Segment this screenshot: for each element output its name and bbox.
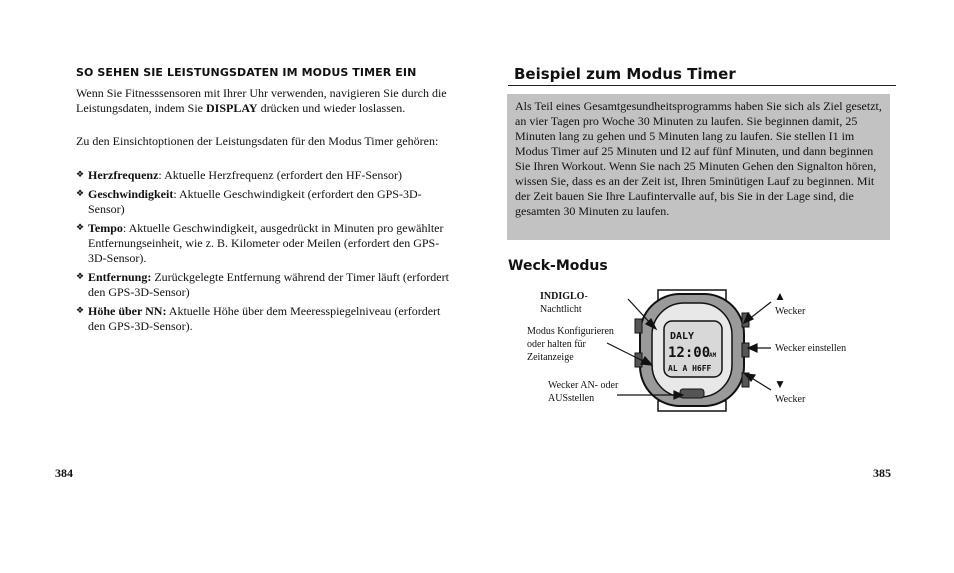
weck-modus-heading: Weck-Modus	[508, 258, 608, 274]
up-arrow-icon: ▲	[774, 289, 786, 303]
list-item-term: Tempo	[88, 221, 123, 235]
list-item-term: Entfernung:	[88, 270, 152, 284]
list-item-term: Höhe über NN:	[88, 304, 167, 318]
bullet-icon: ❖	[76, 271, 85, 281]
bullet-icon: ❖	[76, 222, 85, 232]
list-item-text: : Aktuelle Geschwindigkeit (erfordert den GPS-3D-Sensor)	[88, 187, 422, 216]
right-section-heading: Beispiel zum Modus Timer	[514, 65, 736, 83]
alarm-up-label: Wecker	[775, 306, 806, 317]
callout-line	[607, 343, 647, 363]
bullet-icon: ❖	[76, 169, 85, 179]
display-line-1: DALY	[670, 331, 695, 342]
bullet-icon: ❖	[76, 305, 85, 315]
left-intro-paragraph: Wenn Sie Fitnesssensoren mit Ihrer Uhr verwenden, navigieren Sie durch die Leistungsdaten, indem Sie DISPLAY drücken und wieder loslassen.	[76, 86, 447, 115]
list-item-term: Geschwindigkeit	[88, 187, 174, 201]
arrowhead-icon	[744, 313, 753, 323]
down-arrow-icon: ▼	[774, 377, 786, 391]
display-ampm: AM	[709, 352, 717, 359]
list-item-term: Herzfrequenz	[88, 168, 159, 182]
left-section-heading: SO SEHEN SIE LEISTUNGSDATEN IM MODUS TIMER EIN	[76, 66, 417, 79]
list-item-text: : Aktuelle Herzfrequenz (erfordert den HF-Sensor)	[158, 168, 402, 182]
options-intro-paragraph: Zu den Einsichtoptionen der Leistungsdaten für den Modus Timer gehören:	[76, 134, 439, 148]
list-item-text: : Aktuelle Geschwindigkeit, ausgedrückt in Minuten pro gewählter Entfernungseinheit, wie z. B. Kilometer oder Meilen (erfordert den GPS-3D-Sensor).	[88, 221, 444, 265]
display-button-reference: DISPLAY	[205, 101, 258, 115]
alarm-set-label: Wecker einstellen	[775, 343, 847, 354]
display-line-3: AL A H6FF	[668, 364, 712, 373]
arrowhead-icon	[748, 344, 757, 352]
indiglo-label: INDIGLO- Nachtlicht	[540, 291, 588, 315]
list-item-text: Aktuelle Höhe über dem Meeresspiegelniveau (erfordert den GPS-3D-Sensor).	[88, 304, 441, 333]
arrowhead-icon	[745, 374, 755, 381]
arrowhead-icon	[641, 357, 652, 365]
page-number-left: 384	[55, 466, 73, 480]
alarm-onoff-label: Wecker AN- oder AUSstellen	[548, 380, 619, 404]
list-item-text: Zurückgelegte Entfernung während der Timer läuft (erfordert den GPS-3D-Sensor)	[88, 270, 449, 299]
callout-line	[750, 377, 771, 390]
bullet-icon: ❖	[76, 188, 85, 198]
mode-button-label: Modus Konfigurieren oder halten für Zeitanzeige	[527, 326, 614, 363]
alarm-down-label: Wecker	[775, 394, 806, 405]
page-number-right: 385	[873, 466, 891, 480]
arrowhead-icon	[674, 391, 683, 399]
display-time: 12:00	[668, 345, 711, 361]
example-paragraph: Als Teil eines Gesamtgesundheitsprogramms haben Sie sich als Ziel gesetzt, an vier Tagen pro Woche 30 Minuten zu laufen. Sie beginnen damit, 25 Minuten lang zu gehen und 5 Minuten lang zu laufen. Sie stellen I1 im Modus Timer auf 25 Minuten und I2 auf fünf Minuten, und dann beginnen Sie Ihren Workout. Wenn Sie nach 25 Minuten Gehen den Signalton hören, wissen Sie, dass es an der Zeit ist, Ihren 5minütigen Lauf zu beginnen. Mit der Zeit bauen Sie Ihre Laufintervalle auf, bis Sie in der Lage sind, die gesamten 30 Minuten zu laufen.	[515, 99, 882, 218]
